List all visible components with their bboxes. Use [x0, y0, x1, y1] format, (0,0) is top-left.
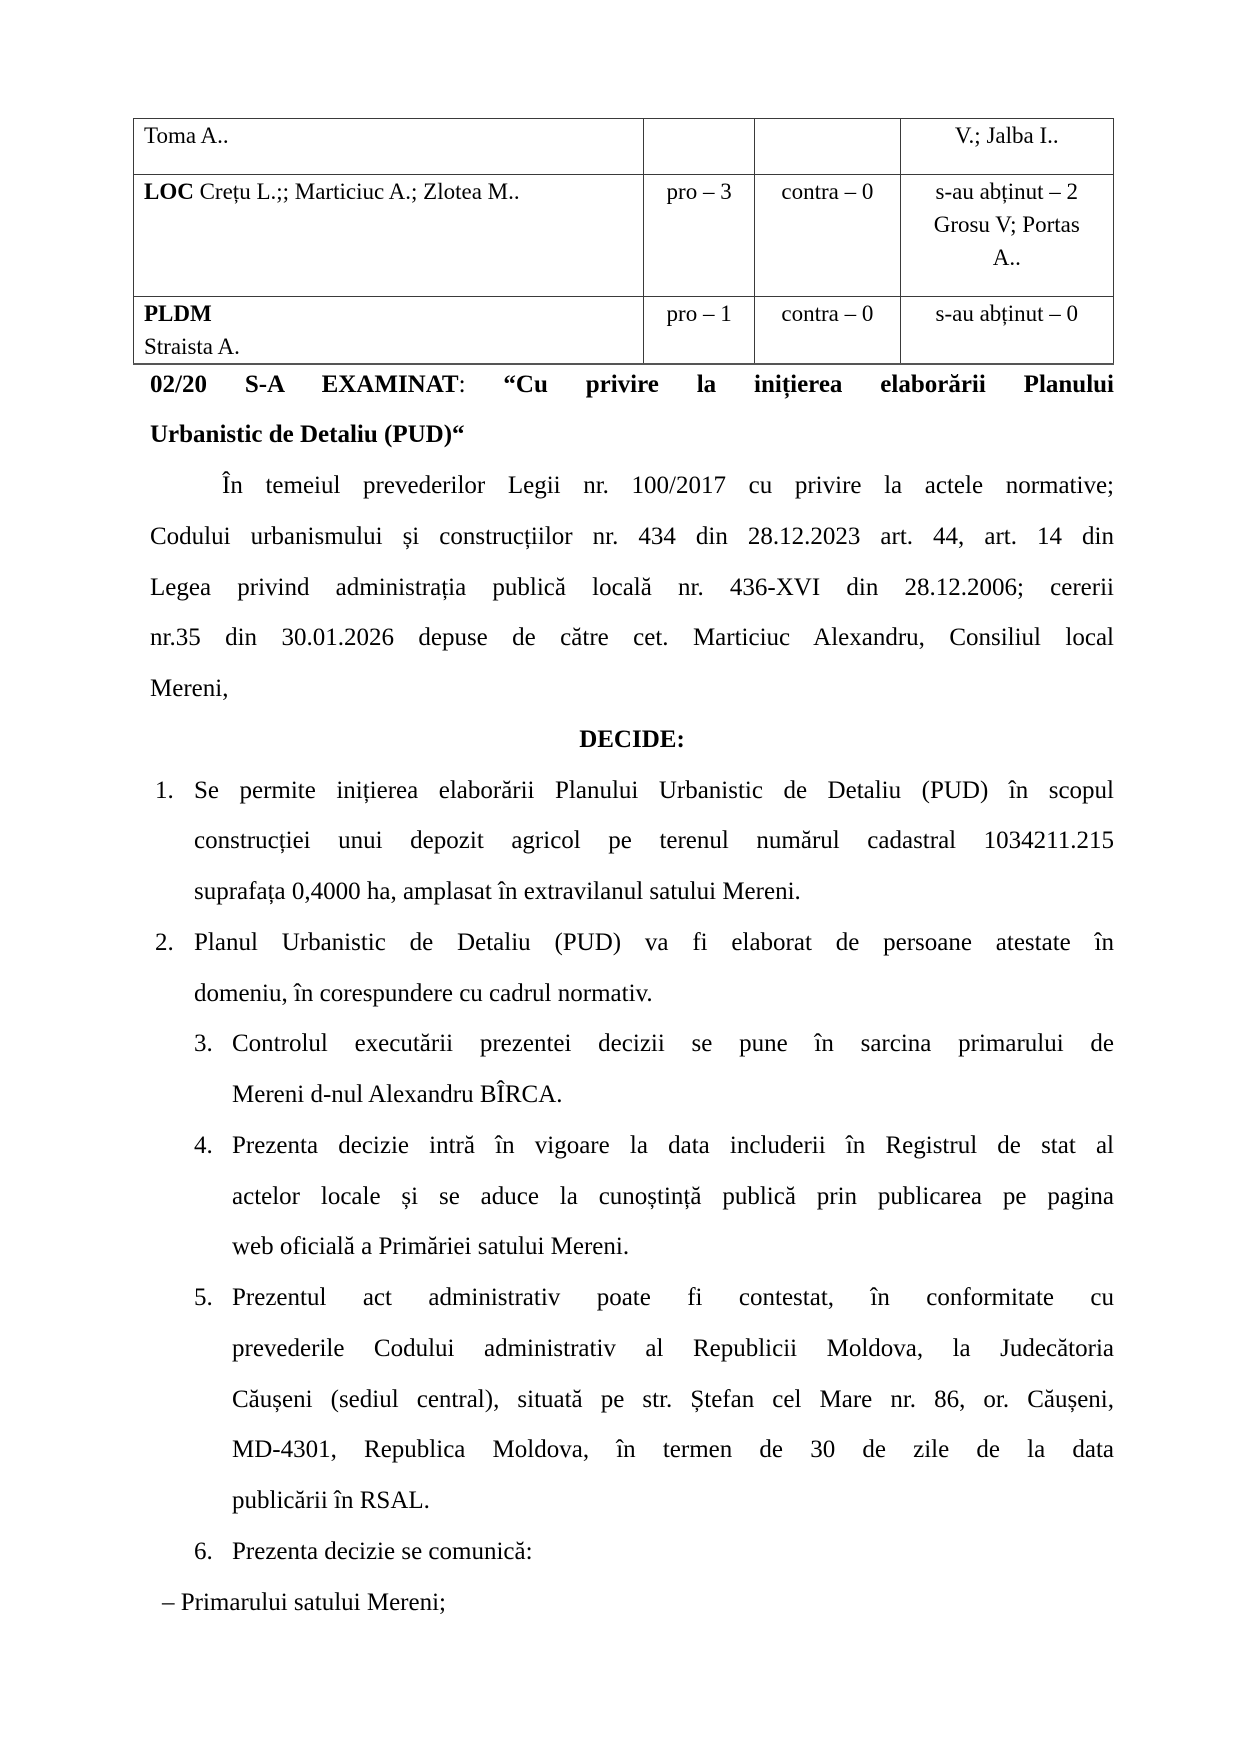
recipient-item: – Primarului satului Mereni; [162, 1589, 446, 1616]
decision-line: construcției unui depozit agricol pe terenul numărul cadastral 1034211.215 [194, 827, 1114, 854]
faction-members: Straista A. [144, 334, 240, 359]
decision-heading: DECIDE: [579, 726, 685, 753]
abstained-names: Grosu V; Portas [933, 212, 1080, 237]
contra-cell [755, 119, 900, 175]
abstained-cell: s-au abținut – 0 [900, 297, 1113, 365]
pro-cell: pro – 3 [644, 175, 755, 297]
contra-cell: contra – 0 [755, 175, 900, 297]
decision-line: web oficială a Primăriei satului Mereni. [232, 1233, 630, 1260]
decision-number: 5. [194, 1284, 213, 1311]
decision-line: domeniu, în corespundere cu cadrul normativ. [194, 980, 653, 1007]
agenda-title-line-1: “Cu privire la inițierea elaborării Planului [503, 371, 1114, 398]
preamble-line: În temeiul prevederilor Legii nr. 100/2017 cu privire la actele normative; [222, 472, 1114, 499]
abstained-cell [900, 175, 1113, 297]
agenda-number: 02/20 [150, 371, 207, 398]
decision-line: Prezenta decizie se comunică: [232, 1538, 533, 1565]
decision-number: 6. [194, 1538, 213, 1565]
decision-line: Se permite inițierea elaborării Planului Urbanistic de Detaliu (PUD) în scopul [194, 777, 1114, 804]
decision-number: 3. [194, 1030, 213, 1057]
contra-cell: contra – 0 [755, 297, 900, 365]
vote-row [134, 175, 1114, 297]
heading-colon: : [458, 371, 466, 398]
decision-line: Prezentul act administrativ poate fi contestat, în conformitate cu [232, 1284, 1114, 1311]
preamble-line: nr.35 din 30.01.2026 depuse de către cet. Marticiuc Alexandru, Consiliul local [150, 624, 1114, 651]
decision-line: Prezenta decizie intră în vigoare la data includerii în Registrul de stat al [232, 1132, 1114, 1159]
decision-line: actelor locale și se aduce la cunoștință publică prin publicarea pe pagina [232, 1183, 1114, 1210]
abstained-names-cont: A.. [992, 245, 1021, 270]
decision-line: Controlul executării prezentei decizii se pune în sarcina primarului de [232, 1030, 1114, 1057]
agenda-title-line-2: Urbanistic de Detaliu (PUD)“ [150, 421, 465, 448]
decision-number: 4. [194, 1132, 213, 1159]
preamble-line: Mereni, [150, 675, 229, 702]
faction-cell [134, 297, 644, 365]
decision-line: publicării în RSAL. [232, 1487, 430, 1514]
faction-cell [134, 175, 644, 297]
decision-line: suprafața 0,4000 ha, amplasat în extravilanul satului Mereni. [194, 878, 801, 905]
agenda-heading-line-1 [150, 359, 1114, 410]
preamble-line: Codului urbanismului și construcțiilor nr. 434 din 28.12.2023 art. 44, art. 14 din [150, 523, 1114, 550]
decision-number: 1. [155, 777, 174, 804]
vote-row [134, 297, 1114, 365]
decision-number: 2. [155, 929, 174, 956]
pro-cell [644, 119, 755, 175]
pro-cell: pro – 1 [644, 297, 755, 365]
vote-table [133, 118, 1114, 365]
decision-line: MD-4301, Republica Moldova, în termen de 30 de zile de la data [232, 1436, 1114, 1463]
decision-line: Planul Urbanistic de Detaliu (PUD) va fi elaborat de persoane atestate în [194, 929, 1114, 956]
decision-line: prevederile Codului administrativ al Republicii Moldova, la Judecătoria [232, 1335, 1114, 1362]
vote-row [134, 119, 1114, 175]
decision-line: Căușeni (sediul central), situată pe str. Ștefan cel Mare nr. 86, or. Căușeni, [232, 1386, 1114, 1413]
preamble-line: Legea privind administrația publică locală nr. 436-XVI din 28.12.2006; cererii [150, 574, 1114, 601]
party-name: LOC [144, 179, 194, 204]
abstained-count: s-au abținut – 2 [935, 179, 1078, 204]
faction-cell [134, 119, 644, 175]
abstained-cell: V.; Jalba I.. [900, 119, 1113, 175]
party-name: PLDM [144, 301, 212, 326]
faction-members: Crețu L.;; Marticiuc A.; Zlotea M.. [193, 179, 520, 204]
decision-line: Mereni d-nul Alexandru BÎRCA. [232, 1081, 563, 1108]
examined-label: S-A EXAMINAT [244, 371, 459, 398]
faction-members: Toma A.. [144, 123, 229, 148]
